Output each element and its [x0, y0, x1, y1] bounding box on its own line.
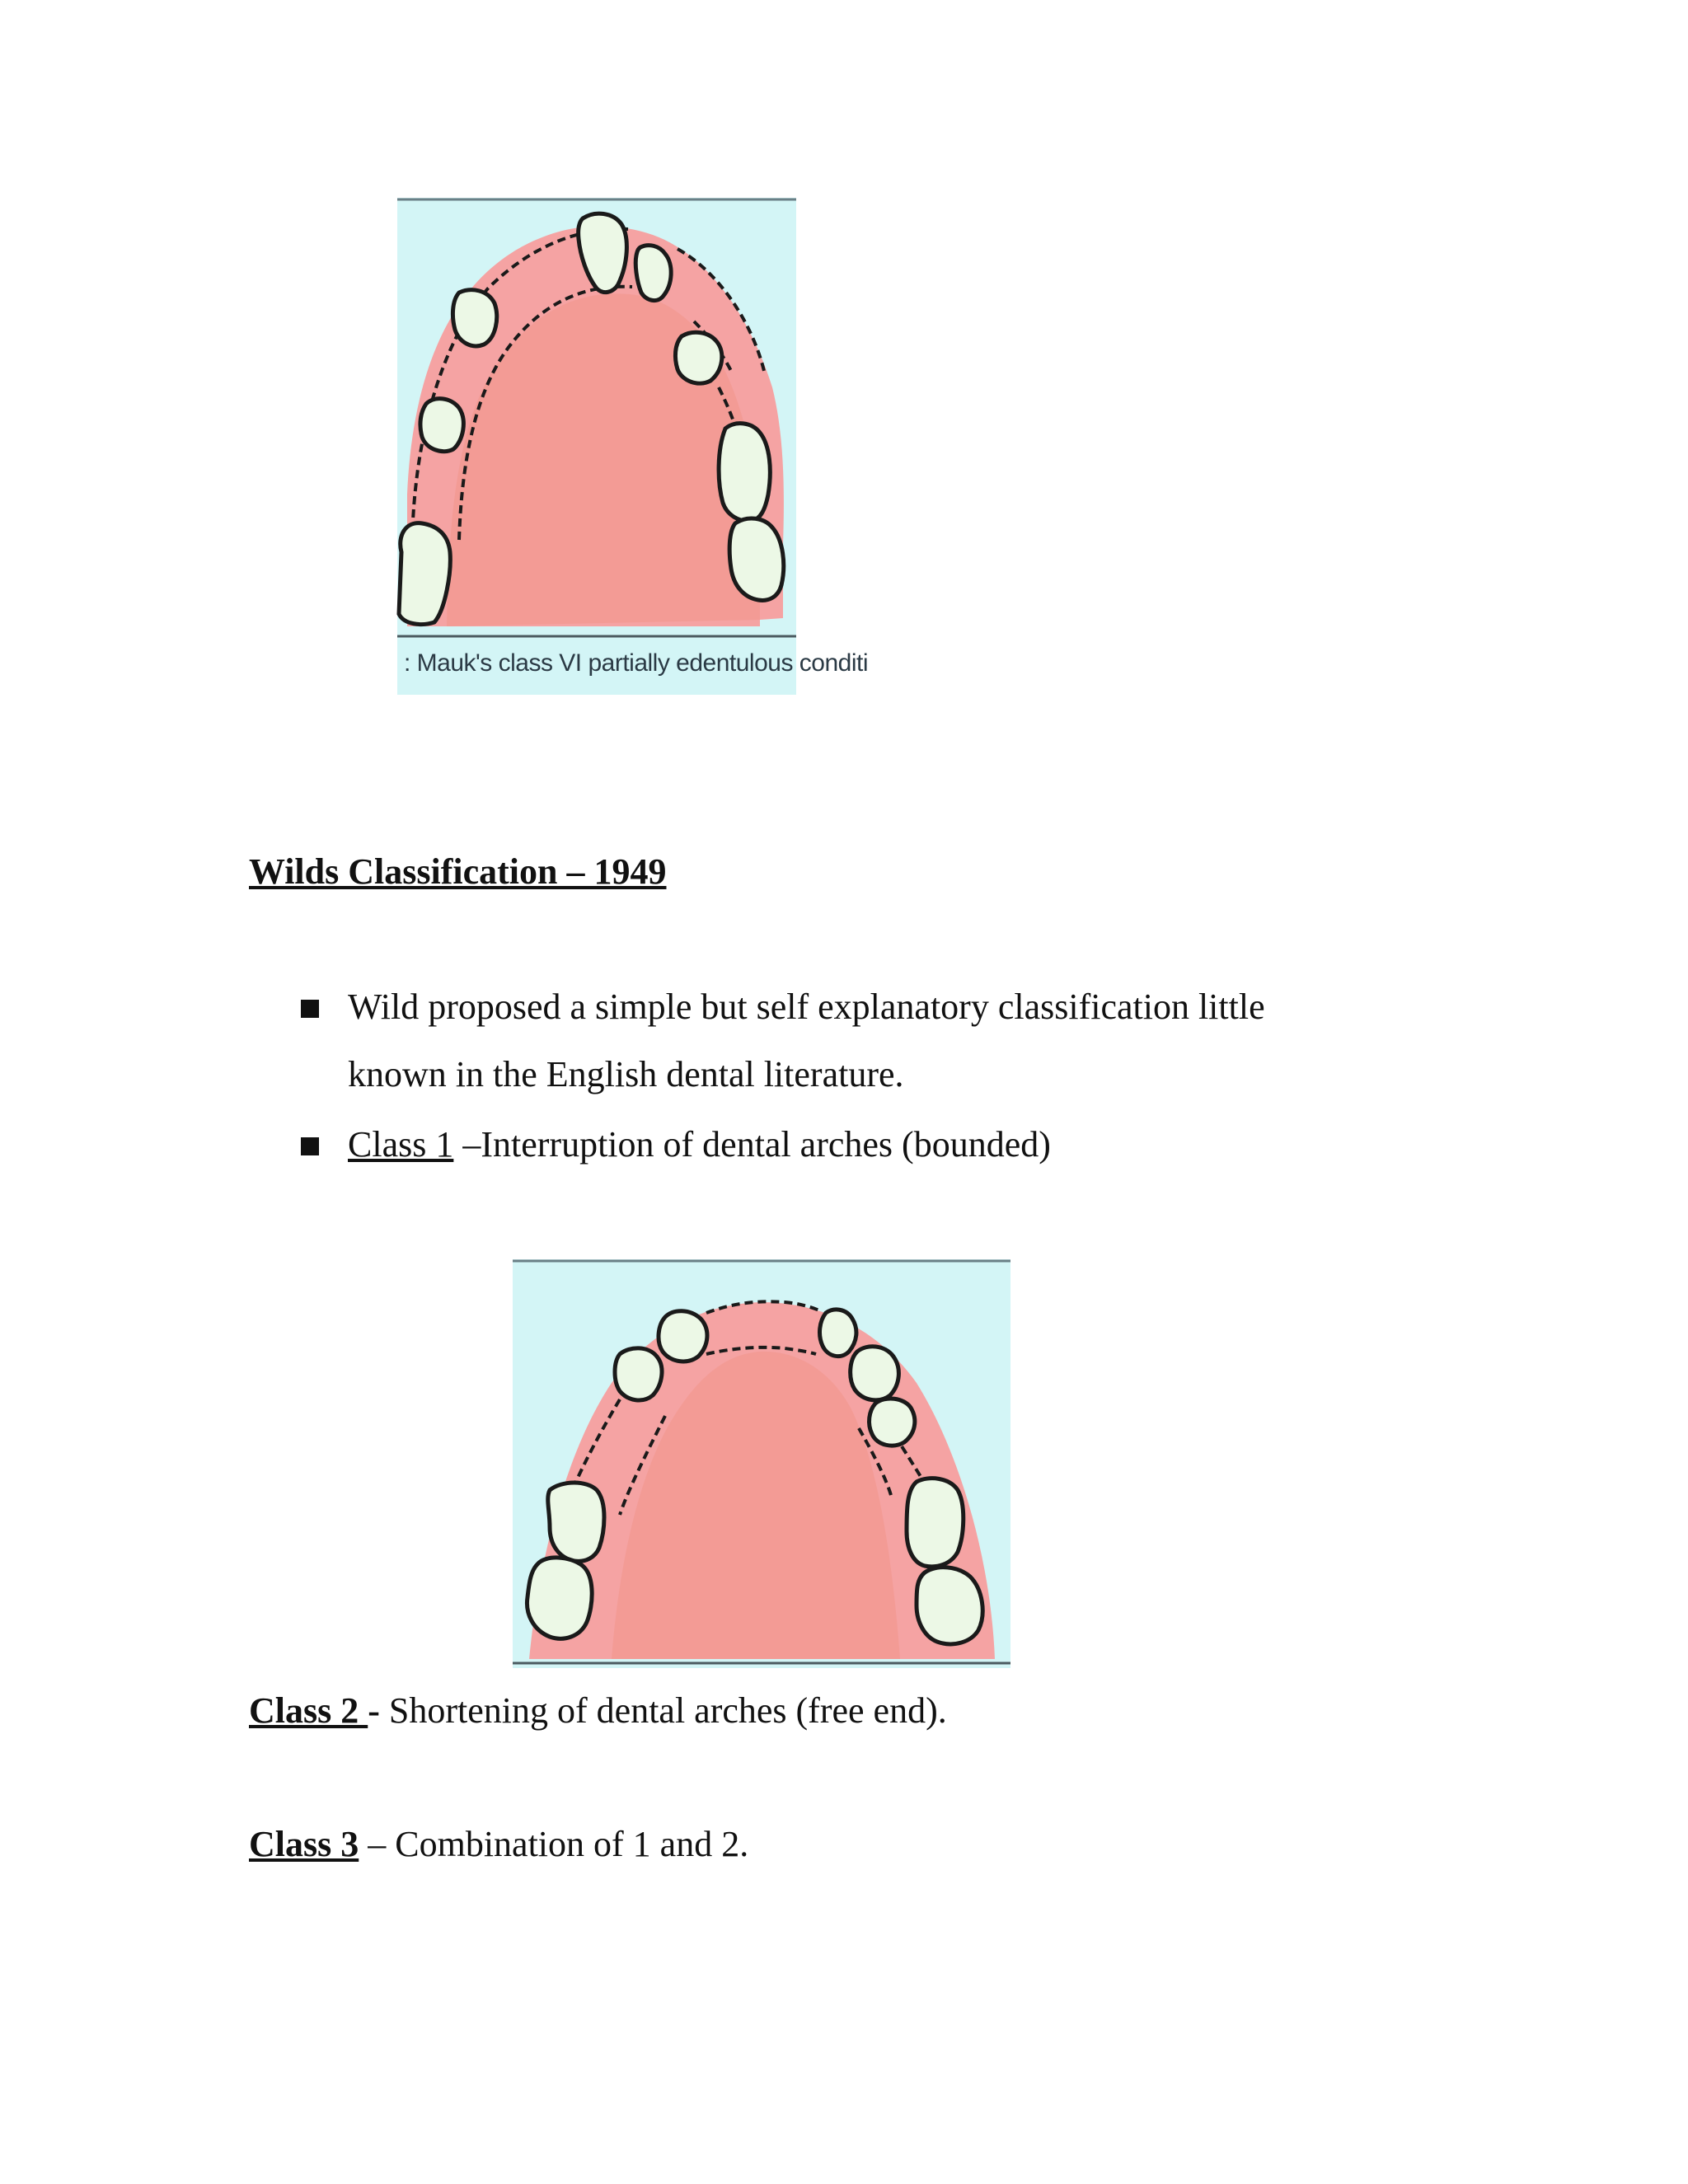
- bullet-1-line-2: known in the English dental literature.: [348, 1054, 904, 1094]
- class-2-label: Class 2: [249, 1690, 368, 1731]
- class-1-description: –Interruption of dental arches (bounded): [453, 1124, 1051, 1165]
- bullet-2-text: [348, 1123, 1051, 1165]
- tooth: [659, 1311, 707, 1361]
- class-1-figure: [513, 1259, 1010, 1668]
- section-heading: Wilds Classification – 1949: [249, 851, 667, 892]
- tooth: [635, 246, 671, 301]
- tooth: [675, 332, 721, 383]
- tooth: [548, 1483, 604, 1561]
- tooth: [870, 1399, 915, 1446]
- tooth: [851, 1347, 899, 1400]
- tooth: [420, 399, 463, 452]
- class-2-dash: -: [368, 1690, 380, 1731]
- class-3-label: Class 3: [249, 1824, 359, 1864]
- tooth: [452, 290, 496, 346]
- class-1-label: Class 1: [348, 1124, 454, 1165]
- tooth: [917, 1568, 982, 1644]
- class-2-description: Shortening of dental arches (free end).: [379, 1690, 947, 1731]
- class-3-line: [249, 1823, 748, 1865]
- class-2-line: [249, 1690, 947, 1732]
- tooth: [729, 518, 784, 600]
- tooth: [615, 1348, 662, 1400]
- class-3-description: – Combination of 1 and 2.: [359, 1824, 749, 1864]
- tooth: [907, 1479, 964, 1567]
- dental-arch-illustration: [397, 198, 796, 695]
- tooth: [719, 424, 770, 522]
- figure-caption: : Mauk's class VI partially edentulous conditi: [404, 649, 869, 677]
- mauk-class-vi-figure: [397, 198, 869, 695]
- tooth: [527, 1558, 592, 1638]
- bullet-1-line-1: Wild proposed a simple but self explanatory classification little: [348, 987, 1265, 1027]
- bullet-square-icon: [301, 1137, 319, 1155]
- tooth: [399, 523, 450, 625]
- dental-arch-illustration: [513, 1259, 1010, 1668]
- tooth: [820, 1310, 856, 1357]
- bullet-square-icon: [301, 1000, 319, 1018]
